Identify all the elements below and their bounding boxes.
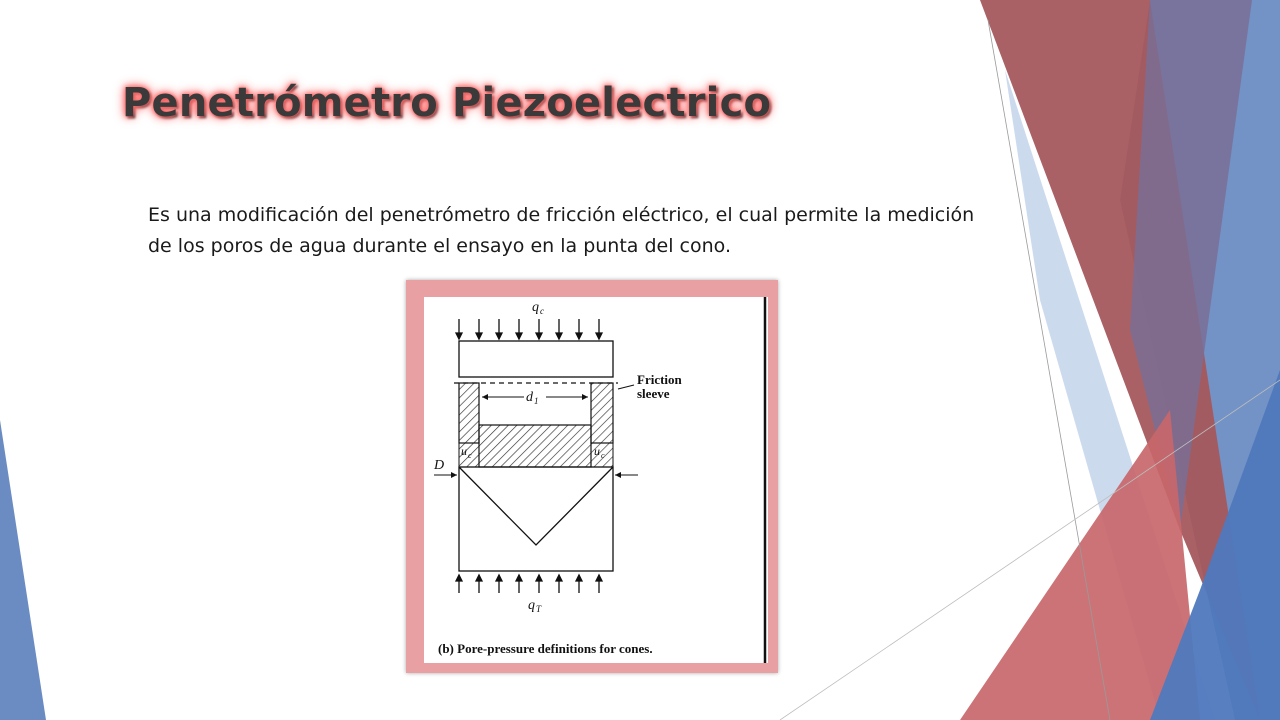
slide-title: Penetrómetro Piezoelectrico (122, 80, 772, 126)
label-uc-right-sub: c (601, 451, 605, 460)
figure-frame (406, 280, 778, 673)
top-arrows (456, 319, 602, 339)
figure-caption: (b) Pore-pressure definitions for cones. (438, 641, 653, 656)
bottom-arrows (456, 575, 602, 593)
label-qT-sub: T (536, 604, 542, 614)
label-d1: d (526, 390, 533, 405)
slide-body-text: Es una modificación del penetrómetro de fricción eléctrico, el cual permite la medición de los poros de agua durante el ensayo en la punta del cono. (148, 204, 975, 257)
right-red-bottom-shape (960, 410, 1200, 720)
label-uc-left-sub: c (468, 451, 472, 460)
label-uc-left: u (461, 444, 467, 458)
cone-diagram (424, 297, 768, 663)
label-uc-right: u (594, 444, 600, 458)
label-D: D (434, 458, 445, 473)
label-qc-sub: c (540, 306, 544, 316)
label-friction: Friction (637, 372, 682, 387)
figure-image (424, 297, 768, 663)
left-blue-shape (0, 420, 46, 720)
label-sleeve: sleeve (637, 386, 670, 401)
label-d1-sub: 1 (534, 396, 539, 406)
label-qc: q (532, 300, 539, 315)
label-qT: q (528, 598, 535, 613)
